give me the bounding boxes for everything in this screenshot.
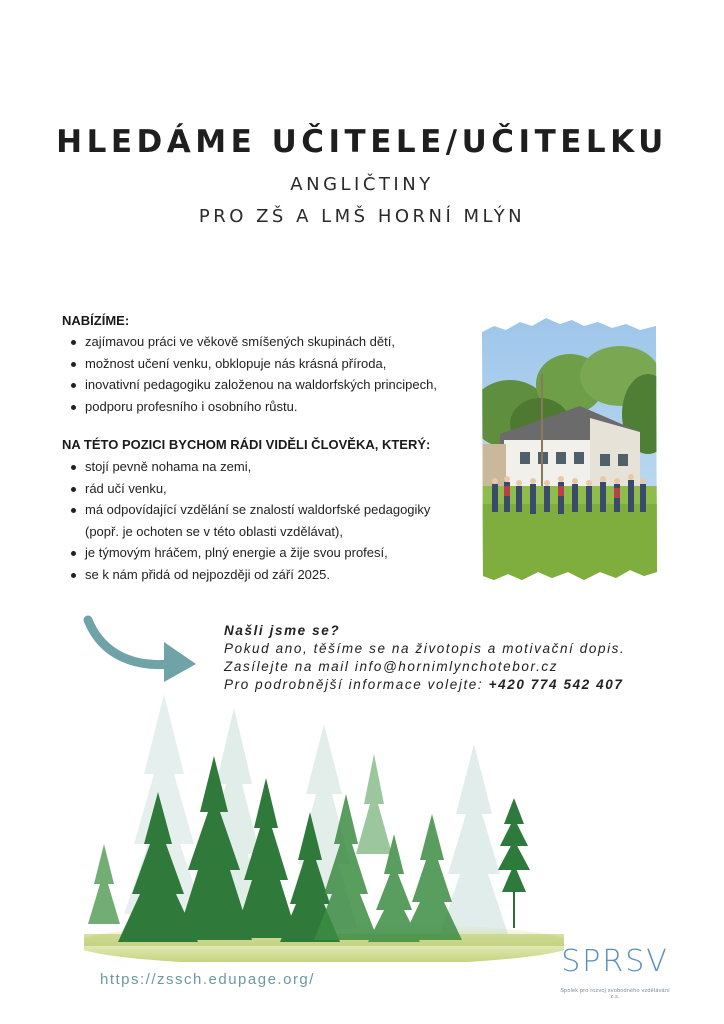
offer-list xyxy=(62,331,437,417)
contact-title: Našli jsme se? xyxy=(224,623,341,638)
phone-label: Pro podrobnější informace volejte: xyxy=(224,677,489,692)
contact-block xyxy=(224,622,625,694)
list-item: zajímavou práci ve věkově smíšených skupinách dětí, xyxy=(85,331,437,353)
phone-number: +420 774 542 407 xyxy=(488,677,624,692)
logo-text: SPRSV xyxy=(561,944,669,979)
wanted-list xyxy=(62,456,430,585)
contact-line-email: Zasílejte na mail info@hornimlynchotebor.cz xyxy=(224,659,559,674)
list-item: podporu profesního i osobního růstu. xyxy=(85,396,437,418)
list-item-continuation: (popř. je ochoten se v této oblasti vzdělávat), xyxy=(85,523,343,539)
list-item: inovativní pedagogiku založenou na waldorfských principech, xyxy=(85,374,437,396)
list-item: možnost učení venku, obklopuje nás krásná příroda, xyxy=(85,353,437,375)
school-photo xyxy=(480,314,658,586)
subtitle-subject: ANGLIČTINY xyxy=(290,174,434,195)
logo-tagline: Spolek pro rozvoj svobodného vzdělávání z.s. xyxy=(560,988,670,1000)
wanted-heading: NA TÉTO POZICI BYCHOM RÁDI VIDĚLI ČLOVĚKA, KTERÝ: xyxy=(62,437,431,452)
website-link[interactable]: https://zssch.edupage.org/ xyxy=(100,971,315,988)
contact-line-phone xyxy=(224,676,625,694)
forest-illustration xyxy=(84,694,564,962)
list-item: rád učí venku, xyxy=(85,478,430,500)
list-item: je týmovým hráčem, plný energie a žije svou profesí, xyxy=(85,542,430,564)
list-item: stojí pevně nohama na zemi, xyxy=(85,456,430,478)
list-item: se k nám přidá od nejpozději od září 2025. xyxy=(85,564,430,586)
subtitle-school: PRO ZŠ A LMŠ HORNÍ MLÝN xyxy=(198,206,526,227)
sprsv-logo xyxy=(560,944,670,1004)
list-item: má odpovídající vzdělání se znalostí waldorfské pedagogiky xyxy=(85,499,430,521)
curved-arrow-icon xyxy=(82,612,200,686)
contact-line-cv: Pokud ano, těšíme se na životopis a motivační dopis. xyxy=(224,641,626,656)
page-title: HLEDÁME UČITELE/UČITELKU xyxy=(56,124,668,160)
offer-heading: NABÍZÍME: xyxy=(62,313,130,328)
